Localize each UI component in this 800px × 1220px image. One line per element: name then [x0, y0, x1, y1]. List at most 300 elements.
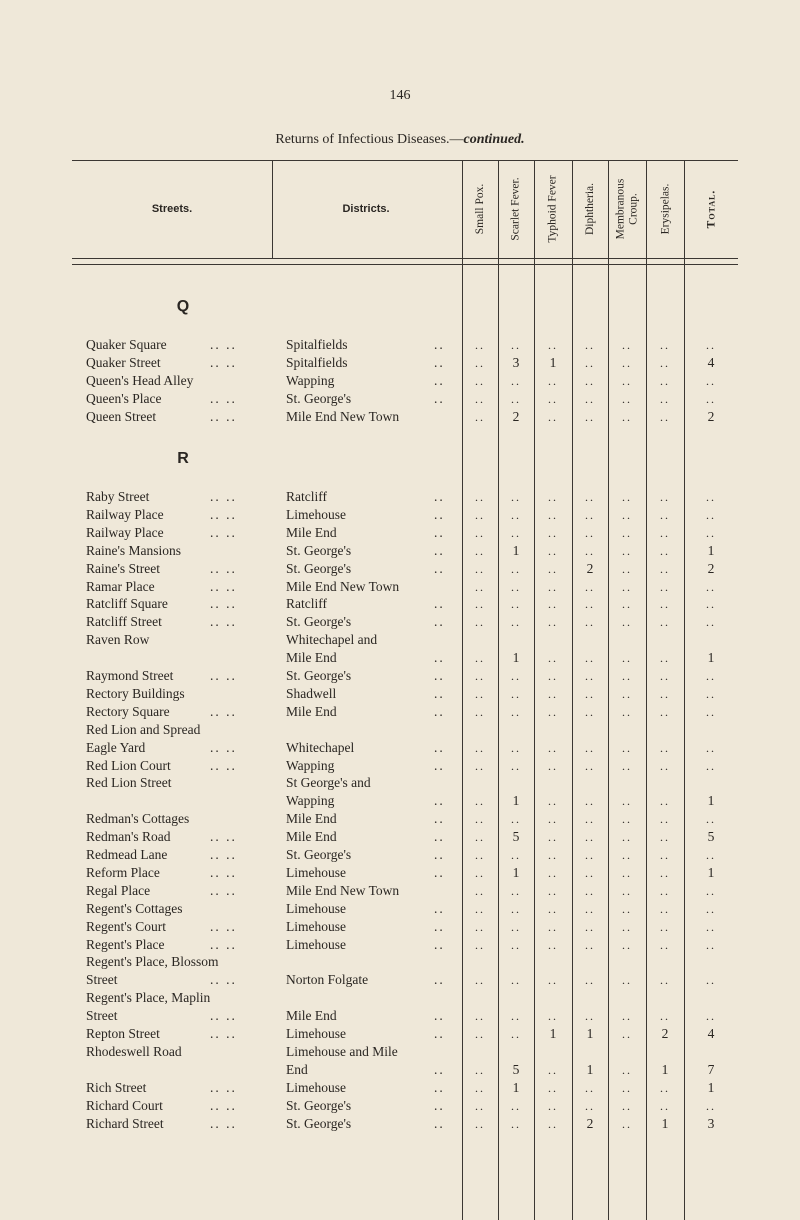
cell-small-pox: .. [475, 543, 485, 558]
cell-diphtheria: .. [585, 391, 595, 406]
street-name: Regent's Place .. .. [86, 936, 237, 952]
table-row [72, 1079, 738, 1097]
cell-diphtheria: .. [585, 338, 595, 352]
leader-dots: .. [434, 372, 445, 388]
cell-total: 2 [707, 560, 715, 576]
table-row [72, 900, 738, 918]
cell-diphtheria: 1 [586, 1026, 594, 1041]
cell-total: .. [706, 579, 716, 594]
cell-typhoid-fever: .. [548, 848, 558, 862]
street-name: Redman's Road .. .. [86, 829, 237, 845]
leader-dots: .. [434, 506, 445, 522]
cell-typhoid-fever: .. [548, 373, 558, 388]
table-row [72, 685, 738, 703]
cell-small-pox: .. [475, 1098, 485, 1113]
leader-dots: .. [434, 542, 445, 558]
cell-membranous-croup: .. [622, 338, 632, 352]
cell-membranous-croup: .. [622, 758, 632, 773]
cell-erysipelas: .. [660, 937, 670, 952]
cell-small-pox: .. [475, 1116, 485, 1131]
leader-dots: .. [434, 1097, 445, 1113]
cell-typhoid-fever: .. [548, 973, 558, 988]
cell-erysipelas: .. [660, 794, 670, 809]
cell-erysipelas: .. [660, 919, 670, 934]
cell-membranous-croup: .. [622, 490, 632, 504]
street-name: Redmead Lane .. .. [86, 847, 237, 862]
cell-small-pox: .. [475, 615, 485, 630]
cell-total: 4 [707, 354, 715, 370]
cell-membranous-croup: .. [622, 651, 632, 666]
column-header-scarlet-fever: Scarlet Fever. [510, 177, 523, 241]
cell-scarlet-fever: .. [511, 669, 521, 683]
district-name: Mile End New Town [286, 578, 400, 594]
cell-erysipelas: .. [660, 740, 670, 755]
cell-scarlet-fever: .. [511, 812, 521, 827]
table-row [72, 1025, 738, 1043]
cell-typhoid-fever: .. [548, 651, 558, 666]
district-name: Whitechapel and [286, 632, 378, 648]
table-row [72, 560, 738, 578]
leader-dots: .. [434, 918, 445, 934]
cell-erysipelas: .. [660, 1098, 670, 1113]
cell-typhoid-fever: .. [548, 1062, 558, 1077]
cell-diphtheria: .. [585, 919, 595, 934]
cell-erysipelas: .. [660, 490, 670, 504]
leader-dots: .. [434, 614, 445, 630]
cell-typhoid-fever: .. [548, 865, 558, 880]
street-name: Raymond Street .. .. [86, 668, 237, 683]
cell-total: 1 [707, 650, 715, 666]
cell-diphtheria: .. [585, 373, 595, 388]
street-name: Ratcliff Square .. .. [86, 596, 237, 612]
column-header-small-pox: Small Pox. [474, 183, 487, 235]
cell-small-pox: .. [475, 848, 485, 862]
cell-total: .. [706, 338, 716, 352]
cell-erysipelas: .. [660, 812, 670, 827]
district-name: Mile End .. [286, 829, 445, 845]
district-name: Mile End New Town [286, 882, 400, 898]
cell-membranous-croup: .. [622, 373, 632, 388]
street-name: Red Lion Street [86, 775, 172, 791]
leader-dots: .. [434, 337, 445, 352]
leader-dots: .. [434, 936, 445, 952]
cell-total: .. [706, 490, 716, 504]
cell-total: 1 [707, 1079, 715, 1095]
district-name: Norton Folgate .. [286, 972, 445, 988]
cell-erysipelas: .. [660, 1009, 670, 1024]
district-name: Mile End New Town [286, 408, 400, 424]
cell-typhoid-fever: .. [548, 338, 558, 352]
cell-small-pox: .. [475, 973, 485, 988]
table-row [72, 774, 738, 792]
street-name: Red Lion and Spread [86, 721, 201, 737]
street-name: Eagle Yard .. .. [86, 739, 237, 755]
cell-small-pox: .. [475, 883, 485, 898]
cell-typhoid-fever: .. [548, 812, 558, 827]
cell-diphtheria: .. [585, 615, 595, 630]
cell-erysipelas: .. [660, 561, 670, 576]
cell-total: .. [706, 525, 716, 540]
cell-total: .. [706, 848, 716, 862]
cell-small-pox: .. [475, 1062, 485, 1077]
table-row [72, 936, 738, 954]
district-name: Mile End .. [286, 811, 445, 827]
leader-dots: .. [434, 560, 445, 576]
leader-dots: .. [434, 524, 445, 540]
street-name: Street .. .. [86, 972, 237, 988]
cell-total: 4 [707, 1026, 715, 1041]
leader-dots: .. [434, 864, 445, 880]
cell-membranous-croup: .. [622, 355, 632, 370]
street-name: Red Lion Court .. .. [86, 757, 237, 773]
table-row [72, 846, 738, 864]
cell-diphtheria: .. [585, 490, 595, 504]
cell-scarlet-fever: 1 [512, 650, 520, 666]
cell-scarlet-fever: .. [511, 1116, 521, 1131]
table-row [72, 721, 738, 739]
leader-dots: .. [434, 354, 445, 370]
cell-membranous-croup: .. [622, 1009, 632, 1024]
leader-dots: .. .. [210, 829, 237, 845]
cell-membranous-croup: .. [622, 973, 632, 988]
district-name: St. George's .. [286, 390, 445, 406]
table-row [72, 578, 738, 596]
table-row [72, 864, 738, 882]
district-name: St. George's .. [286, 560, 445, 576]
district-name: Limehouse .. [286, 864, 445, 880]
cell-scarlet-fever: .. [511, 1009, 521, 1024]
cell-small-pox: .. [475, 338, 485, 352]
cell-scarlet-fever: 5 [512, 1061, 520, 1077]
street-name: Rich Street .. .. [86, 1079, 237, 1095]
district-name: Mile End .. [286, 650, 445, 666]
street-name: Queen Street .. .. [86, 408, 237, 424]
leader-dots: .. [434, 1061, 445, 1077]
street-name: Ramar Place .. .. [86, 578, 237, 594]
district-name: St. George's .. [286, 1115, 445, 1131]
district-name: St. George's .. [286, 542, 445, 558]
street-name: Richard Court .. .. [86, 1097, 237, 1113]
cell-small-pox: .. [475, 830, 485, 845]
cell-small-pox: .. [475, 937, 485, 952]
cell-small-pox: .. [475, 579, 485, 594]
cell-scarlet-fever: .. [511, 507, 521, 522]
leader-dots: .. .. [210, 668, 237, 683]
heading-prefix: Returns of Infectious Diseases.— [275, 132, 464, 147]
cell-total: 1 [707, 542, 715, 558]
leader-dots: .. .. [210, 408, 237, 424]
street-name: Raine's Street .. .. [86, 560, 237, 576]
cell-typhoid-fever: .. [548, 391, 558, 406]
leader-dots: .. [434, 1008, 445, 1024]
cell-total: .. [706, 758, 716, 773]
leader-dots: .. .. [210, 882, 237, 898]
leader-dots: .. [434, 829, 445, 845]
cell-scarlet-fever: 5 [512, 829, 520, 845]
district-name: Mile End .. [286, 703, 445, 719]
cell-scarlet-fever: .. [511, 490, 521, 504]
district-name: Limehouse .. [286, 900, 445, 916]
cell-diphtheria: .. [585, 1009, 595, 1024]
cell-scarlet-fever: .. [511, 597, 521, 612]
cell-erysipelas: .. [660, 883, 670, 898]
leader-dots: .. .. [210, 1097, 237, 1113]
cell-scarlet-fever: .. [511, 901, 521, 916]
cell-typhoid-fever: .. [548, 830, 558, 845]
column-header-districts: Districts. [342, 203, 390, 215]
table-row [72, 488, 738, 506]
leader-dots: .. .. [210, 918, 237, 934]
leader-dots: .. [434, 390, 445, 406]
cell-erysipelas: 1 [661, 1115, 669, 1131]
cell-membranous-croup: .. [622, 686, 632, 701]
table-row [72, 989, 738, 1007]
cell-erysipelas: .. [660, 830, 670, 845]
leader-dots: .. [434, 811, 445, 827]
cell-erysipelas: .. [660, 543, 670, 558]
cell-typhoid-fever: .. [548, 883, 558, 898]
cell-diphtheria: .. [585, 865, 595, 880]
cell-erysipelas: .. [660, 597, 670, 612]
district-name: Limehouse .. [286, 936, 445, 952]
cell-diphtheria: .. [585, 973, 595, 988]
cell-membranous-croup: .. [622, 507, 632, 522]
cell-typhoid-fever: .. [548, 740, 558, 755]
cell-small-pox: .. [475, 1027, 485, 1041]
cell-erysipelas: .. [660, 373, 670, 388]
cell-small-pox: .. [475, 740, 485, 755]
leader-dots: .. .. [210, 354, 237, 370]
cell-total: .. [706, 391, 716, 406]
cell-diphtheria: .. [585, 579, 595, 594]
cell-scarlet-fever: .. [511, 686, 521, 701]
cell-scarlet-fever: .. [511, 525, 521, 540]
street-name: Richard Street .. .. [86, 1115, 237, 1131]
cell-small-pox: .. [475, 373, 485, 388]
cell-scarlet-fever: .. [511, 848, 521, 862]
cell-small-pox: .. [475, 865, 485, 880]
leader-dots: .. .. [210, 524, 237, 540]
cell-erysipelas: .. [660, 686, 670, 701]
table-row [72, 739, 738, 757]
cell-small-pox: .. [475, 507, 485, 522]
leader-dots: .. .. [210, 739, 237, 755]
cell-scarlet-fever: .. [511, 758, 521, 773]
cell-typhoid-fever: .. [548, 1098, 558, 1113]
cell-small-pox: .. [475, 355, 485, 370]
table-row [72, 1097, 738, 1115]
cell-total: .. [706, 507, 716, 522]
table-row [72, 971, 738, 989]
leader-dots: .. .. [210, 1079, 237, 1095]
cell-diphtheria: .. [585, 937, 595, 952]
district-name: Limehouse .. [286, 918, 445, 934]
cell-diphtheria: .. [585, 901, 595, 916]
cell-small-pox: .. [475, 651, 485, 666]
table-row [72, 354, 738, 372]
cell-scarlet-fever: 2 [512, 408, 520, 424]
cell-diphtheria: .. [585, 409, 595, 424]
cell-erysipelas: 2 [661, 1026, 669, 1041]
table-row [72, 882, 738, 900]
column-header-typhoid-fever: Typhoid Fever [547, 175, 560, 243]
leader-dots: .. .. [210, 506, 237, 522]
table-row [72, 1043, 738, 1061]
section-letter: Q [176, 298, 190, 315]
cell-scarlet-fever: 3 [512, 354, 520, 370]
leader-dots: .. .. [210, 337, 237, 352]
district-name: Limehouse and Mile [286, 1043, 398, 1059]
table-row [72, 649, 738, 667]
district-name: St George's and [286, 775, 371, 791]
cell-membranous-croup: .. [622, 615, 632, 630]
street-name: Reform Place .. .. [86, 864, 237, 880]
leader-dots: .. .. [210, 972, 237, 988]
cell-membranous-croup: .. [622, 525, 632, 540]
cell-typhoid-fever: .. [548, 561, 558, 576]
cell-total: .. [706, 373, 716, 388]
table-row [72, 390, 738, 408]
cell-membranous-croup: .. [622, 391, 632, 406]
cell-diphtheria: .. [585, 1098, 595, 1113]
street-name: Rhodeswell Road [86, 1043, 182, 1059]
street-name: Repton Street .. .. [86, 1026, 237, 1041]
cell-membranous-croup: .. [622, 597, 632, 612]
leader-dots: .. .. [210, 1026, 237, 1041]
leader-dots: .. .. [210, 703, 237, 719]
district-name: Mile End .. [286, 1008, 445, 1024]
cell-scarlet-fever: 1 [512, 864, 520, 880]
column-header-total: Total. [705, 189, 717, 229]
cell-erysipelas: .. [660, 758, 670, 773]
cell-total: .. [706, 812, 716, 827]
leader-dots: .. [434, 847, 445, 862]
cell-typhoid-fever: .. [548, 704, 558, 719]
cell-diphtheria: .. [585, 848, 595, 862]
street-name: Raven Row [86, 632, 150, 648]
cell-small-pox: .. [475, 901, 485, 916]
table-row [72, 408, 738, 426]
cell-typhoid-fever: .. [548, 409, 558, 424]
street-name: Raine's Mansions [86, 542, 182, 558]
cell-scarlet-fever: .. [511, 391, 521, 406]
cell-total: 1 [707, 864, 715, 880]
street-name: Regent's Place, Maplin [86, 990, 211, 1006]
cell-small-pox: .. [475, 597, 485, 612]
page-number: 146 [389, 88, 411, 103]
street-name: Queen's Place .. .. [86, 390, 237, 406]
cell-erysipelas: .. [660, 704, 670, 719]
cell-total: .. [706, 1009, 716, 1024]
cell-typhoid-fever: 1 [549, 354, 557, 370]
table-row [72, 631, 738, 649]
leader-dots: .. .. [210, 560, 237, 576]
cell-typhoid-fever: .. [548, 543, 558, 558]
leader-dots: .. .. [210, 578, 237, 594]
cell-membranous-croup: .. [622, 812, 632, 827]
cell-total: .. [706, 597, 716, 612]
street-name: Rectory Buildings [86, 685, 185, 701]
cell-erysipelas: .. [660, 865, 670, 880]
cell-membranous-croup: .. [622, 409, 632, 424]
cell-scarlet-fever: 1 [512, 542, 520, 558]
cell-typhoid-fever: .. [548, 507, 558, 522]
cell-small-pox: .. [475, 758, 485, 773]
district-name: Ratcliff .. [286, 596, 445, 612]
street-name: Regal Place .. .. [86, 882, 237, 898]
cell-erysipelas: .. [660, 651, 670, 666]
table-row [72, 810, 738, 828]
cell-small-pox: .. [475, 490, 485, 504]
cell-scarlet-fever: .. [511, 883, 521, 898]
district-name: St. George's .. [286, 847, 445, 862]
cell-membranous-croup: .. [622, 1027, 632, 1041]
cell-membranous-croup: .. [622, 1098, 632, 1113]
street-name: Raby Street .. .. [86, 489, 237, 504]
cell-typhoid-fever: .. [548, 686, 558, 701]
header-bottom-rule [72, 258, 738, 259]
cell-typhoid-fever: .. [548, 794, 558, 809]
cell-membranous-croup: .. [622, 669, 632, 683]
cell-total: .. [706, 704, 716, 719]
cell-small-pox: .. [475, 919, 485, 934]
cell-total: 7 [707, 1061, 715, 1077]
cell-scarlet-fever: .. [511, 919, 521, 934]
cell-total: .. [706, 1098, 716, 1113]
cell-membranous-croup: .. [622, 937, 632, 952]
cell-scarlet-fever: .. [511, 1098, 521, 1113]
cell-small-pox: .. [475, 1009, 485, 1024]
cell-total: .. [706, 973, 716, 988]
district-name: Ratcliff .. [286, 489, 445, 504]
cell-scarlet-fever: .. [511, 615, 521, 630]
cell-erysipelas: .. [660, 355, 670, 370]
cell-membranous-croup: .. [622, 1062, 632, 1077]
district-name: Mile End .. [286, 524, 445, 540]
cell-membranous-croup: .. [622, 919, 632, 934]
cell-diphtheria: .. [585, 812, 595, 827]
cell-diphtheria: 2 [586, 560, 594, 576]
table-row [72, 1115, 738, 1133]
cell-typhoid-fever: .. [548, 919, 558, 934]
street-name: Ratcliff Street .. .. [86, 614, 237, 630]
cell-erysipelas: .. [660, 338, 670, 352]
cell-diphtheria: .. [585, 794, 595, 809]
cell-membranous-croup: .. [622, 561, 632, 576]
street-name: Queen's Head Alley [86, 372, 194, 388]
cell-membranous-croup: .. [622, 901, 632, 916]
leader-dots: .. [434, 668, 445, 683]
table-row [72, 595, 738, 613]
cell-diphtheria: .. [585, 1080, 595, 1095]
cell-small-pox: .. [475, 409, 485, 424]
cell-diphtheria: .. [585, 686, 595, 701]
district-name: Wapping .. [286, 793, 445, 809]
cell-diphtheria: 1 [586, 1061, 594, 1077]
cell-diphtheria: .. [585, 758, 595, 773]
cell-scarlet-fever: .. [511, 338, 521, 352]
leader-dots: .. .. [210, 596, 237, 612]
table-row [72, 506, 738, 524]
table-row [72, 524, 738, 542]
cell-erysipelas: .. [660, 391, 670, 406]
cell-membranous-croup: .. [622, 865, 632, 880]
table-row [72, 792, 738, 810]
cell-diphtheria: .. [585, 597, 595, 612]
district-name: End .. [286, 1061, 445, 1077]
leader-dots: .. .. [210, 1115, 237, 1131]
street-name: Railway Place .. .. [86, 506, 237, 522]
